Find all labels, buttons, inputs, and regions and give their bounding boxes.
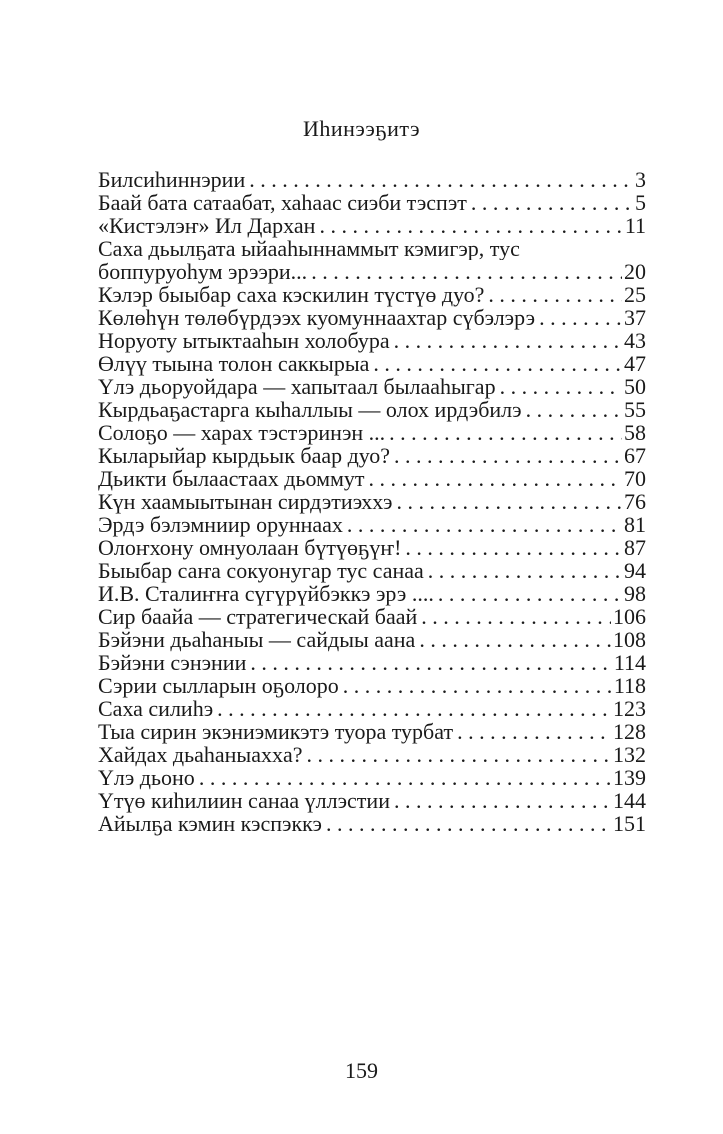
toc-entry-page-number: 20 xyxy=(624,259,646,284)
dot-leader xyxy=(394,329,622,352)
dot-leader xyxy=(421,605,611,628)
toc-entry-page-number: 151 xyxy=(613,811,646,836)
toc-entry xyxy=(98,559,646,582)
dot-leader xyxy=(389,421,622,444)
toc-entry-row xyxy=(98,536,646,559)
toc-entry-row xyxy=(98,260,646,283)
toc-entry-title: Үтүө киһилиин санаа үллэстии xyxy=(98,788,390,813)
dot-leader xyxy=(396,490,622,513)
toc-entry-page-number: 58 xyxy=(624,420,646,445)
dot-leader xyxy=(199,766,611,789)
toc-entry xyxy=(98,352,646,375)
toc-entry-page-number: 70 xyxy=(624,466,646,491)
toc-entry xyxy=(98,306,646,329)
toc-entry-title-line: Саха дьылҕата ыйааһыннаммыт кэмигэр, тус xyxy=(98,237,520,260)
toc-entry-page-number: 76 xyxy=(624,489,646,514)
toc-entry-page-number: 81 xyxy=(624,512,646,537)
toc-entry-row xyxy=(98,467,646,490)
dot-leader xyxy=(373,352,622,375)
toc-entry xyxy=(98,237,646,283)
toc-entry-title: Кырдьаҕастарга кыһаллыы — олох ирдэбилэ xyxy=(98,397,522,422)
toc-entry-row xyxy=(98,306,646,329)
toc-entry-page-number: 5 xyxy=(635,190,646,215)
toc-entry-title: Кыларыйар кырдьык баар дуо? xyxy=(98,443,391,468)
table-of-contents xyxy=(98,168,646,835)
dot-leader xyxy=(319,214,622,237)
toc-entry-page-number: 108 xyxy=(613,627,646,652)
toc-entry-page-number: 118 xyxy=(613,673,646,698)
toc-entry-row xyxy=(98,743,646,766)
toc-entry-page-number: 3 xyxy=(635,167,646,192)
toc-entry xyxy=(98,467,646,490)
dot-leader xyxy=(438,582,622,605)
toc-entry xyxy=(98,720,646,743)
toc-entry-row xyxy=(98,812,646,835)
toc-entry-title: Бэйэни дьаһаныы — сайдыы аана xyxy=(98,627,416,652)
toc-entry-row xyxy=(98,398,646,421)
toc-entry-title: Үлэ дьоруойдара — хапытаал былааһыгар xyxy=(98,374,496,399)
contents-heading: Иһинээҕитэ xyxy=(302,116,421,141)
toc-entry-row xyxy=(98,329,646,352)
toc-entry-row xyxy=(98,191,646,214)
dot-leader xyxy=(394,789,611,812)
toc-entry-page-number: 37 xyxy=(624,305,646,330)
toc-entry-title: Эрдэ бэлэмниир оруннаах xyxy=(98,512,343,537)
toc-entry-title: Саха силиһэ xyxy=(98,696,214,721)
toc-entry xyxy=(98,812,646,835)
toc-entry-title: Кэлэр быыбар саха кэскилин түстүө дуо? xyxy=(98,282,485,307)
dot-leader xyxy=(488,283,622,306)
toc-entry-row xyxy=(98,674,646,697)
page-number: 159 xyxy=(345,1058,378,1083)
toc-entry xyxy=(98,168,646,191)
toc-entry-title: Солоҕо — харах тэстэринэн ... xyxy=(98,420,386,445)
toc-entry-title: «Кистэлэҥ» Ил Дархан xyxy=(98,213,316,238)
toc-entry-title: Хайдах дьаһаныаххa? xyxy=(98,742,303,767)
toc-entry xyxy=(98,605,646,628)
toc-entry-title: Норуоту ытыктааһын холобура xyxy=(98,328,390,353)
toc-entry xyxy=(98,191,646,214)
toc-entry xyxy=(98,490,646,513)
toc-entry-row xyxy=(98,651,646,674)
dot-leader xyxy=(326,812,611,835)
toc-entry-page-number: 55 xyxy=(624,397,646,422)
toc-entry-row xyxy=(98,444,646,467)
toc-entry-title: Сэрии сылларын оҕолоро xyxy=(98,673,339,698)
dot-leader xyxy=(249,168,633,191)
toc-entry-title: Бэйэни сэнэнии xyxy=(98,650,247,675)
toc-entry-title: Олоҥхону омнуолаан бүтүөҕүҥ! xyxy=(98,535,402,560)
toc-entry-title: Үлэ дьоно xyxy=(98,765,195,790)
toc-entry-title: Өлүү тыына толон саккырыа xyxy=(98,351,370,376)
toc-entry xyxy=(98,628,646,651)
dot-leader xyxy=(539,306,622,329)
toc-entry-row xyxy=(98,628,646,651)
toc-entry-page-number: 144 xyxy=(613,788,646,813)
dot-leader xyxy=(369,467,622,490)
dot-leader xyxy=(428,559,622,582)
dot-leader xyxy=(457,720,611,743)
toc-entry xyxy=(98,513,646,536)
dot-leader xyxy=(217,697,611,720)
dot-leader xyxy=(394,444,622,467)
toc-entry-row xyxy=(98,697,646,720)
toc-entry xyxy=(98,766,646,789)
toc-entry-row xyxy=(98,582,646,605)
toc-entry xyxy=(98,582,646,605)
toc-entry-row xyxy=(98,766,646,789)
dot-leader xyxy=(343,674,612,697)
toc-entry-title: Көлөһүн төлөбүрдээх куомуннаахтар сүбэлэрэ xyxy=(98,305,536,330)
toc-entry-title: И.В. Сталиҥҥа сүгүрүйбэккэ эрэ .... xyxy=(98,581,434,606)
dot-leader xyxy=(500,375,622,398)
dot-leader xyxy=(419,628,611,651)
toc-entry-row xyxy=(98,513,646,536)
toc-entry xyxy=(98,651,646,674)
toc-entry-row xyxy=(98,605,646,628)
toc-entry-row xyxy=(98,789,646,812)
dot-leader xyxy=(471,191,633,214)
toc-entry-page-number: 87 xyxy=(624,535,646,560)
toc-entry-title: Дьикти былаастаах дьоммут xyxy=(98,466,365,491)
toc-entry xyxy=(98,375,646,398)
dot-leader xyxy=(347,513,622,536)
toc-entry-page-number: 128 xyxy=(613,719,646,744)
toc-entry-row xyxy=(98,168,646,191)
dot-leader xyxy=(307,743,612,766)
toc-entry-row xyxy=(98,283,646,306)
toc-entry xyxy=(98,329,646,352)
toc-entry xyxy=(98,283,646,306)
toc-entry-row xyxy=(98,559,646,582)
dot-leader xyxy=(405,536,622,559)
toc-entry xyxy=(98,214,646,237)
toc-entry-title: Сир баайа — стратегическай баай xyxy=(98,604,418,629)
toc-entry-page-number: 132 xyxy=(613,742,646,767)
toc-entry-page-number: 98 xyxy=(624,581,646,606)
toc-entry xyxy=(98,789,646,812)
toc-entry-page-number: 11 xyxy=(624,213,646,238)
toc-entry xyxy=(98,536,646,559)
toc-entry xyxy=(98,743,646,766)
toc-entry-row xyxy=(98,352,646,375)
toc-entry-page-number: 114 xyxy=(613,650,646,675)
toc-entry xyxy=(98,674,646,697)
toc-entry xyxy=(98,398,646,421)
toc-entry-page-number: 43 xyxy=(624,328,646,353)
dot-leader xyxy=(250,651,611,674)
toc-entry-row xyxy=(98,720,646,743)
toc-entry-title: Быыбар саҥа сокуонугар тус санаа xyxy=(98,558,424,583)
toc-entry-row xyxy=(98,375,646,398)
toc-entry-page-number: 139 xyxy=(613,765,646,790)
toc-entry-row xyxy=(98,490,646,513)
toc-entry-title: Күн хаамыытынан сирдэтиэххэ xyxy=(98,489,393,514)
toc-entry-title: боппуруоһум эрээри... xyxy=(98,259,308,284)
toc-entry-title: Айылҕа кэмин кэспэккэ xyxy=(98,811,322,836)
toc-entry-title: Билсиһиннэрии xyxy=(98,167,246,192)
toc-entry-row xyxy=(98,214,646,237)
toc-entry-row xyxy=(98,421,646,444)
toc-entry xyxy=(98,421,646,444)
toc-entry-page-number: 106 xyxy=(613,604,646,629)
toc-entry-title: Тыа сирин экэниэмикэтэ туора турбат xyxy=(98,719,454,744)
toc-entry-page-number: 67 xyxy=(624,443,646,468)
toc-entry-page-number: 50 xyxy=(624,374,646,399)
toc-entry xyxy=(98,697,646,720)
toc-entry-page-number: 123 xyxy=(613,696,646,721)
toc-entry-page-number: 94 xyxy=(624,558,646,583)
toc-entry xyxy=(98,444,646,467)
toc-entry-title: Баай бата сатаабат, хаһаас сиэби тэспэт xyxy=(98,190,467,215)
toc-entry-page-number: 25 xyxy=(624,282,646,307)
toc-entry-page-number: 47 xyxy=(624,351,646,376)
dot-leader xyxy=(526,398,622,421)
dot-leader xyxy=(311,260,622,283)
